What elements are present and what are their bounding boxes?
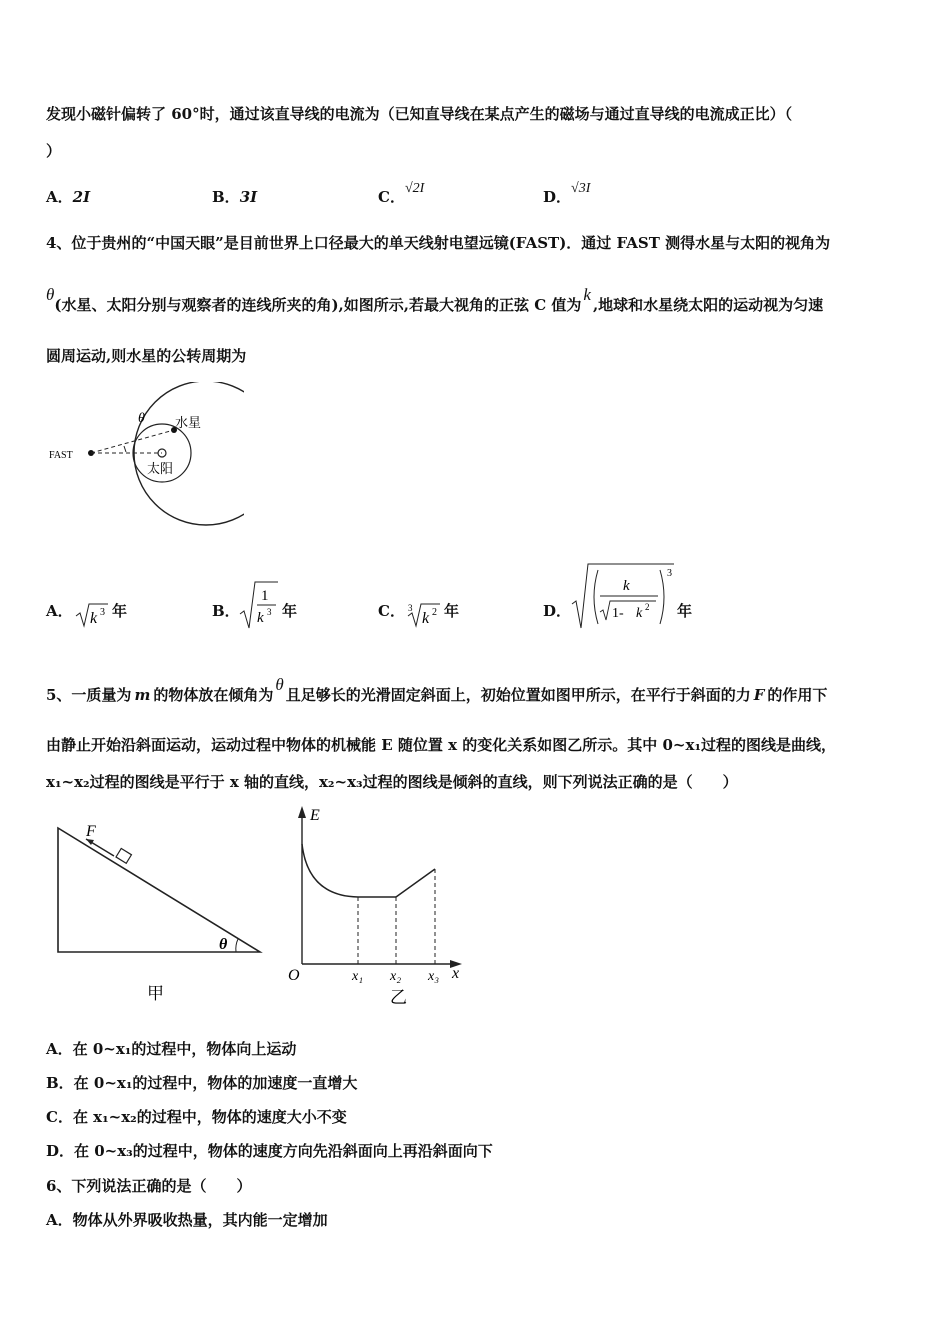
mercury-label: 水星 [175,415,202,430]
exp-2: 2 [432,607,437,618]
q4-option-d [543,600,571,621]
exp-3: 3 [267,607,272,617]
q4-option-c-unit: 年 [444,602,460,620]
q4-option-c [378,600,405,621]
q4-stem-line1: 4、位于贵州的“中国天眼”是目前世界上口径最大的单天线射电望远镜(FAST)．通过 FAST 测得水星与太阳的视角为 [46,234,831,252]
x-axis-label: x [452,965,460,982]
q4-stem-line2-tail: ,地球和水星绕太阳的运动视为匀速 [592,296,824,314]
q4-option-b-label: B． [212,602,240,620]
var-k: k [90,610,98,627]
block [116,848,131,863]
q5-theta: θ [275,675,284,694]
q4-option-c-label: C． [378,602,405,620]
q5-stem-part-c: 且足够长的光滑固定斜面上，初始位置如图甲所示，在平行于斜面的力 [285,686,751,704]
x3-label: x₃ [428,969,440,984]
exp-2: 2 [645,602,650,612]
q5-figure-jia [44,812,268,1010]
origin-label: O [288,967,300,984]
denominator: 1- [612,606,624,621]
line-x2-x3 [396,869,435,897]
q4-option-a-label: A． [46,602,73,620]
q5-stem-part-d: 的作用下 [767,686,828,704]
q5-option-a: A．在 0~x₁的过程中，物体向上运动 [46,1040,297,1058]
left-paren [594,570,598,624]
fast-label: FAST [49,450,73,461]
q3-option-d-value: √3I [571,181,591,196]
q4-option-a-unit: 年 [112,602,128,620]
q3-option-a [46,186,90,207]
theta-arc [236,939,238,952]
q4-stem-line2 [46,285,824,315]
q6-option-a: A．物体从外界吸收热量，其内能一定增加 [46,1211,328,1229]
caption-yi: 乙 [390,988,407,1007]
q4-option-d-formula [570,560,676,632]
theta-arc [124,446,126,452]
curve-0-x1 [302,844,358,897]
q3-option-b [212,186,257,207]
q4-stem-line3: 圆周运动,则水星的公转周期为 [46,347,247,365]
var-k: k [257,610,264,626]
q4-theta: θ [46,285,55,304]
q3-option-d [543,181,591,207]
force-label: F [86,823,96,840]
q5-stem-line1 [46,675,828,705]
q4-option-a [46,600,73,621]
x2-label: x₂ [390,969,402,984]
q4-option-d-unit: 年 [677,602,693,620]
q5-option-b: B．在 0~x₁的过程中，物体的加速度一直增大 [46,1074,358,1092]
q3-option-a-value: 2I [72,188,91,206]
q6-stem: 6、下列说法正确的是（ ） [46,1177,252,1195]
q3-stem-line1: 发现小磁针偏转了 60°时，通过该直导线的电流为（已知直导线在某点产生的磁场与通过直导线的电流成正比）（ [46,105,793,123]
var-k: k [422,610,430,627]
numerator-1: 1 [261,588,269,604]
incline [58,828,260,952]
q5-stem-part-a: 5、一质量为 [46,686,132,704]
q5-figure-yi [282,800,472,1010]
exp-3: 3 [100,607,105,618]
exp-3: 3 [667,568,672,579]
right-paren [660,570,664,624]
q3-option-d-label: D． [543,188,572,206]
sun-label: 太阳 [147,461,174,476]
theta-label: θ [219,936,228,953]
var-k: k [623,578,630,594]
q4-option-b-unit: 年 [282,602,298,620]
index-3: 3 [408,603,413,613]
q3-option-c [378,181,425,207]
q3-option-c-value: √2I [404,181,425,196]
x1-label: x₁ [352,969,364,984]
q5-option-c: C．在 x₁~x₂的过程中，物体的速度大小不变 [46,1108,347,1126]
q4-k: k [583,285,591,304]
q4-orbit-figure [44,382,244,532]
q5-stem-line3: x₁~x₂过程的图线是平行于 x 轴的直线，x₂~x₃过程的图线是倾斜的直线，则下列说法正确的是（ ） [46,773,738,791]
y-axis-label: E [310,807,320,824]
q4-option-b [212,600,240,621]
var-k2: k [636,606,643,621]
q3-option-c-label: C． [378,188,405,206]
q5-F: F [753,686,765,704]
q3-option-a-label: A． [46,188,73,206]
caption-jia: 甲 [147,984,164,1003]
q4-stem-line2-text: (水星、太阳分别与观察者的连线所夹的角),如图所示,若最大视角的正弦 C 值为 [54,296,582,314]
q4-option-a-formula [74,596,110,630]
q3-option-b-value: 3I [239,188,258,206]
q4-option-d-label: D． [543,602,572,620]
q3-stem-line2: ） [46,142,62,160]
q4-option-c-formula [406,596,442,630]
q5-stem-line2: 由静止开始沿斜面运动，运动过程中物体的机械能 E 随位置 x 的变化关系如图乙所示。其中 0~x₁过程的图线是曲线， [46,736,837,754]
q5-option-d: D．在 0~x₃的过程中，物体的速度方向先沿斜面向上再沿斜面向下 [46,1142,493,1160]
q4-option-b-formula [238,578,280,632]
q3-option-b-label: B． [212,188,240,206]
theta-label: θ [138,411,145,426]
y-axis-arrow [298,806,306,818]
q5-m: m [134,686,151,704]
q5-stem-part-b: 的物体放在倾角为 [153,686,274,704]
